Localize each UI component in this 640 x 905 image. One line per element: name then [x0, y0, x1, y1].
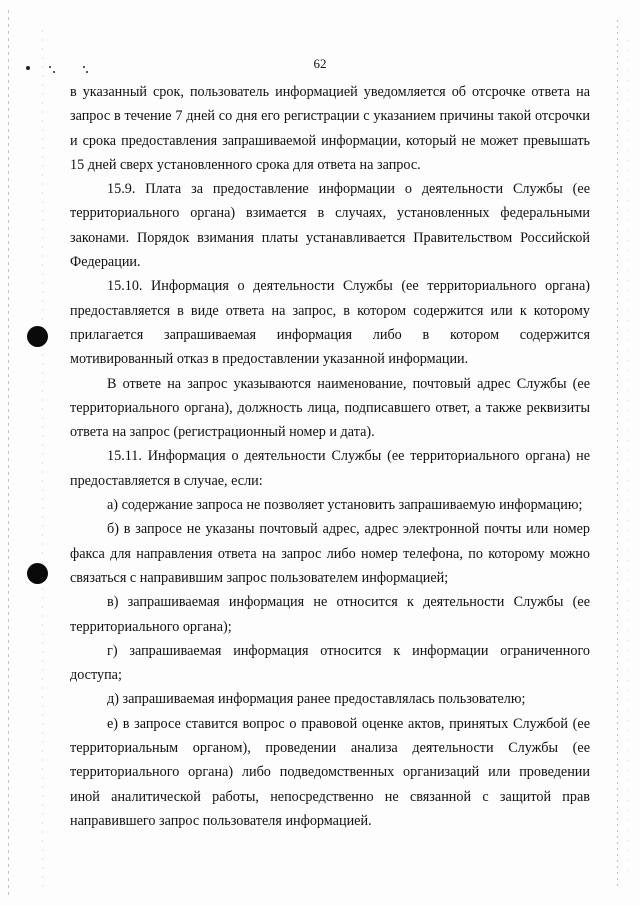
punch-hole-bottom [27, 563, 48, 584]
list-item-e: е) в запросе ставится вопрос о правовой оценке актов, принятых Службой (ее территориальным органом), проведении анализа деятельности Службы (ее территориального органа) либо подведомственных организаций или проведении иной аналитической работы, непосредственно не связанной с защитой прав направившего запрос пользователя информацией. [70, 715, 590, 829]
paragraph-15-10: 15.10. Информация о деятельности Службы (ее территориального органа) предоставляется в виде ответа на запрос, в котором содержится или к которому прилагается запрашиваемая информация либо в котором содержится мотивированный отказ в предоставлении указанной информации. [70, 278, 590, 368]
page-number: 62 [313, 56, 327, 71]
paragraph-15-11: 15.11. Информация о деятельности Службы (ее территориального органа) не предоставляется в случае, если: [70, 448, 590, 489]
scan-edge-right [617, 20, 618, 890]
document-body [70, 80, 590, 833]
scan-edge-left [8, 10, 9, 895]
list-item-v: в) запрашиваемая информация не относится к деятельности Службы (ее территориального органа); [70, 594, 590, 635]
list-item-g: г) запрашиваемая информация относится к информации ограниченного доступа; [70, 642, 590, 684]
scan-edge-right-outer [627, 40, 628, 880]
scan-edge-left-inner [42, 30, 43, 890]
list-item-d: д) запрашиваемая информация ранее предоставлялась пользователю; [107, 691, 526, 708]
paragraph-15-9: 15.9. Плата за предоставление информации о деятельности Службы (ее территориального органа) взимается в случаях, установленных федеральными законами. Порядок взимания платы устанавливается Правительством Российской Федерации. [70, 181, 590, 271]
paragraph-response-details: В ответе на запрос указываются наименование, почтовый адрес Службы (ее территориального органа), должность лица, подписавшего ответ, а также реквизиты ответа на запрос (регистрационный номер и дата). [70, 375, 590, 441]
list-item-a: а) содержание запроса не позволяет установить запрашиваемую информацию; [107, 497, 583, 514]
punch-hole-top [27, 326, 48, 347]
paragraph-continuation: в указанный срок, пользователь информацией уведомляется об отсрочке ответа на запрос в течение 7 дней со дня его регистрации с указанием причины такой отсрочки и срока предоставления запрашиваемой информации, который не может превышать 15 дней сверх установленного срока для ответа на запрос. [70, 84, 590, 173]
list-item-b: б) в запросе не указаны почтовый адрес, адрес электронной почты или номер факса для направления ответа на запрос либо номер телефона, по которому можно связаться с направившим запрос пользователем информацией; [70, 521, 590, 586]
